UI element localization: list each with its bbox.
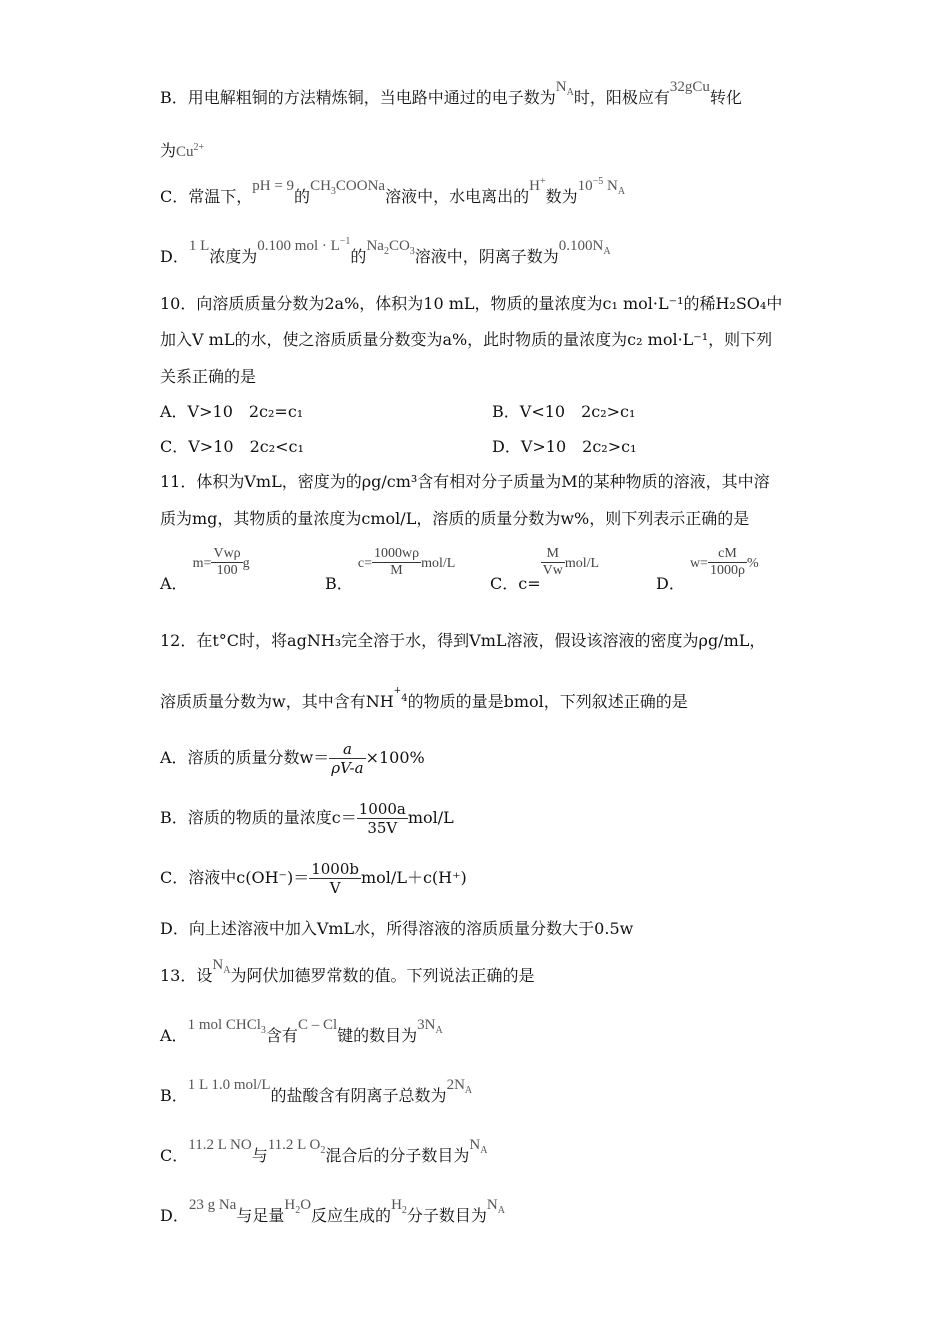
q11-stem-line2: 质为mg，其物质的量浓度为cmol/L，溶质的质量分数为w%，则下列表示正确的是 — [160, 509, 750, 528]
formula-fraction: $\frac{a}{\rho V-a}$ — [331, 740, 364, 777]
q13-option-c: C．11.2 L NO与11.2 L $O_2$混合后的分子数目为$N_A$ — [160, 1137, 488, 1165]
q11-option-c: C．c= $\frac{M}{Vw}$ mol/L — [490, 546, 600, 593]
q9-option-d: D．1 L浓度为0.100 mol · $L^{-1}$的$Na_2CO_3$溶液中，阴离子数为$0.100N_A$ — [160, 236, 611, 266]
formula-fraction: $\frac{1000a}{35V}$ — [358, 800, 406, 837]
formula-fraction: $\frac{1000b}{V}$ — [311, 860, 359, 897]
q12-stem-line1: 12．在t°C时，将agNH₃完全溶于水，得到VmL溶液，假设该溶液的密度为ρg/mL， — [160, 631, 766, 650]
q11-option-b: B． c= $\frac{1000w\rho}{M}$ mol/L — [325, 546, 456, 593]
q13-option-a: A．1 mol CHCl$_3$含有C – Cl键的数目为$3N_A$ — [160, 1017, 443, 1045]
q9-option-b-cont: 为$Cu^{2+}$ — [160, 141, 205, 160]
q10-stem-line2: 加入V mL的水，使之溶质质量分数变为a%，此时物质的量浓度为c₂ mol·L⁻¹，则下列 — [160, 330, 773, 349]
q11-stem-line1: 11．体积为VmL，密度为的ρg/cm³含有相对分子质量为M的某种物质的溶液，其中溶 — [160, 472, 770, 491]
q12-option-a: A．溶质的质量分数w＝ $\frac{a}{\rho V-a}$ ×100% — [160, 740, 425, 777]
q9-option-b: B．用电解粗铜的方法精炼铜，当电路中通过的电子数为$N_A$时，阳极应有32gCu转化 — [160, 79, 742, 107]
q12-option-d: D．向上述溶液中加入VmL水，所得溶液的溶质质量分数大于0.5w — [160, 919, 634, 938]
q13-option-d: D．23 g Na与足量$H_2O$反应生成的$H_2$分子数目为$N_A$ — [160, 1197, 505, 1225]
q12-option-b: B．溶质的物质的量浓度c＝ $\frac{1000a}{35V}$ mol/L — [160, 800, 454, 837]
formula-fraction: $\frac{cM}{1000\rho}$ — [709, 546, 745, 578]
q11-option-d: D． w= $\frac{cM}{1000\rho}$ % — [656, 546, 759, 593]
q10-stem-line1: 10．向溶质质量分数为2a%，体积为10 mL，物质的量浓度为c₁ mol·L⁻¹的稀H₂SO₄中 — [160, 294, 783, 313]
q12-stem-line2: 溶质质量分数为w，其中含有$NH^{+4}$的物质的量是bmol，下列叙述正确的是 — [160, 686, 688, 711]
q10-stem-line3: 关系正确的是 — [160, 367, 257, 386]
q11-option-a: A． m= $\frac{\text{Vwρ}}{100}$ g — [160, 546, 250, 593]
q10-option-d: D．V>10 2c₂>c₁ — [492, 437, 637, 456]
q10-option-c: C．V>10 2c₂<c₁ — [160, 437, 304, 456]
formula-fraction: $\frac{1000w\rho}{M}$ — [373, 546, 420, 578]
q10-option-b: B．V<10 2c₂>c₁ — [492, 402, 636, 421]
q13-stem: 13．设$N_A$为阿伏加德罗常数的值。下列说法正确的是 — [160, 957, 535, 985]
q13-option-b: B．1 L 1.0 mol/L的盐酸含有阴离子总数为$2N_A$ — [160, 1077, 473, 1105]
q12-option-c: C．溶液中c(OH⁻)＝ $\frac{1000b}{V}$ mol/L＋c(H⁺) — [160, 860, 467, 897]
q10-option-a: A．V>10 2c₂=c₁ — [160, 402, 304, 421]
formula-fraction: $\frac{\text{Vwρ}}{100}$ — [213, 546, 241, 578]
q9-option-c: C．常温下，pH = 9的$CH_3COONa$溶液中，水电离出的H+数为$10^{-5}$ $N_A$ — [160, 176, 626, 206]
formula-fraction: $\frac{M}{Vw}$ — [542, 546, 563, 578]
na-symbol: $N_A$ — [555, 79, 574, 98]
